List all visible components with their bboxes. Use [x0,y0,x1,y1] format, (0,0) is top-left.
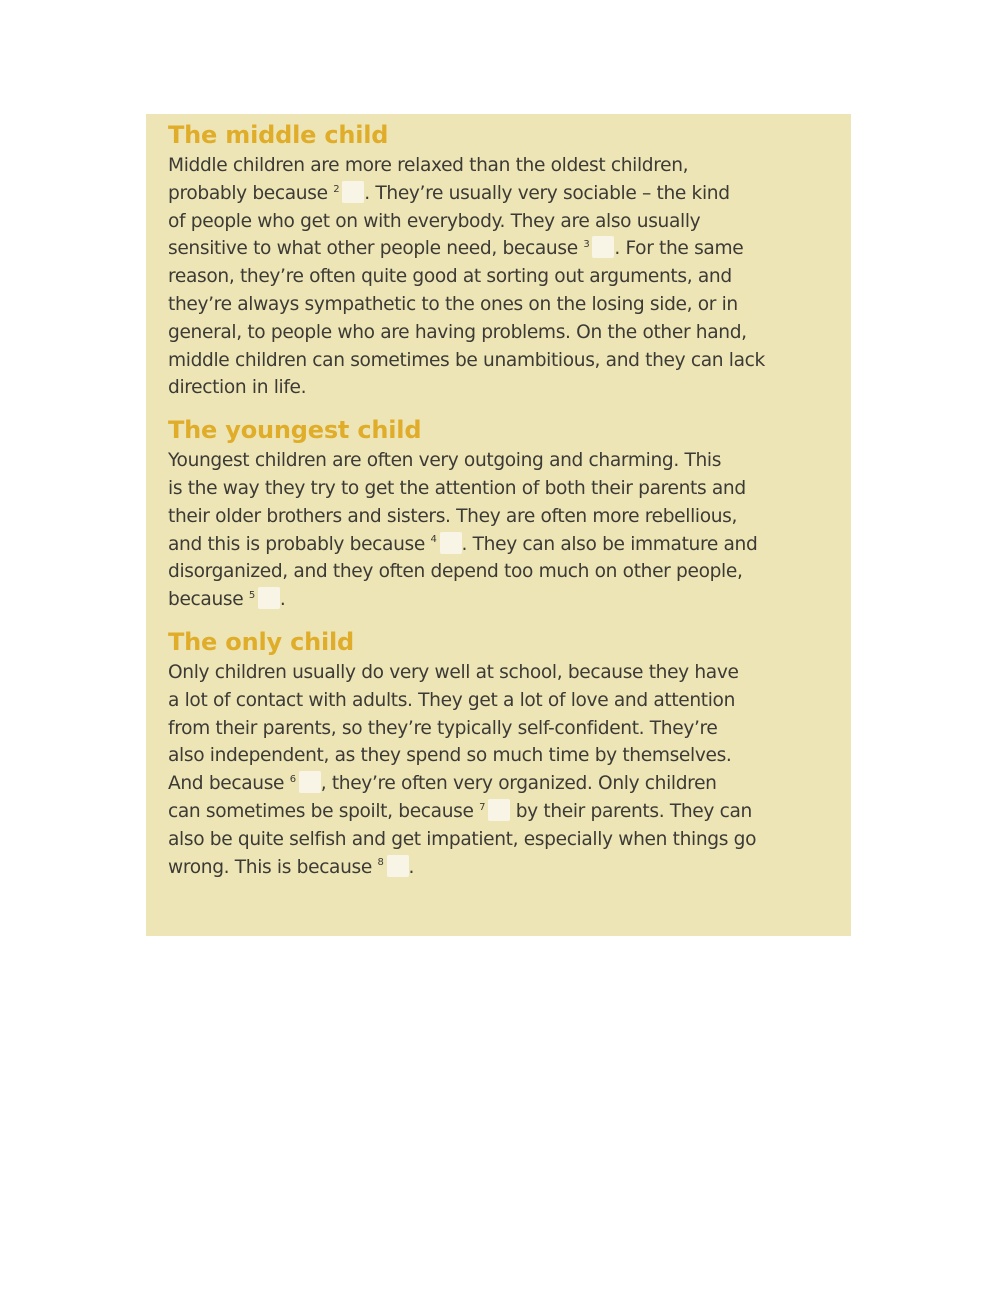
text-line [168,374,821,402]
text-run: can sometimes be spoilt, because [168,800,480,822]
gap-number: 4 [430,534,437,546]
text-run: . [408,856,415,878]
text-line [168,687,821,715]
section-heading: The only child [168,627,355,656]
text-line [168,586,821,614]
text-line [168,558,821,586]
answer-gap[interactable] [431,531,462,559]
text-run: middle children can sometimes be unambitious, and they can lack [168,349,765,371]
section-youngest-child [168,413,821,614]
text-line [168,291,821,319]
section-paragraph [168,152,821,402]
text-run: probably because [168,182,334,204]
answer-box[interactable] [387,855,409,877]
text-line [168,347,821,375]
text-run: a lot of contact with adults. They get a lot of love and attention [168,689,735,711]
gap-number: 5 [248,589,255,601]
text-line [168,235,821,263]
reading-text-panel [146,114,851,936]
answer-box[interactable] [440,532,462,554]
text-run: disorganized, and they often depend too much on other people, [168,561,743,583]
text-line [168,152,821,180]
text-line [168,208,821,236]
section-paragraph [168,447,821,614]
answer-gap[interactable] [378,854,409,882]
section-heading: The middle child [168,121,389,149]
text-run: because [168,589,249,611]
text-run: their older brothers and sisters. They are often more rebellious, [168,505,738,527]
text-run: by their parents. They can [510,800,752,822]
text-run: they’re always sympathetic to the ones on the losing side, or in [168,293,738,315]
text-run: wrong. This is because [168,856,378,878]
text-run: of people who get on with everybody. They are also usually [168,210,701,232]
gap-number: 8 [377,857,384,869]
text-run: . [279,589,286,611]
text-line [168,770,821,798]
text-run: Middle children are more relaxed than the oldest children, [168,155,689,176]
gap-number: 2 [333,183,340,195]
answer-gap[interactable] [583,235,614,263]
answer-box[interactable] [488,799,510,821]
section-only-child [168,625,821,881]
answer-gap[interactable] [333,180,364,208]
text-line [168,447,821,475]
gap-number: 7 [479,801,486,813]
answer-gap[interactable] [249,586,280,614]
text-line [168,715,821,743]
text-run: direction in life. [168,377,307,399]
text-run: also independent, as they spend so much time by themselves. [168,745,732,767]
text-run: Youngest children are often very outgoing and charming. This [168,450,722,472]
text-line [168,531,821,559]
text-line [168,180,821,208]
text-run: Only children usually do very well at school, because they have [168,661,739,683]
text-run: , they’re often very organized. Only children [320,773,717,795]
text-line [168,319,821,347]
text-run: . They can also be immature and [461,533,758,555]
answer-box[interactable] [258,587,280,609]
gap-number: 6 [289,773,296,785]
text-run: And because [168,773,290,795]
text-line [168,475,821,503]
text-run: general, to people who are having problems. On the other hand, [168,321,747,343]
answer-box[interactable] [592,236,614,258]
answer-box[interactable] [342,181,364,203]
text-run: reason, they’re often quite good at sorting out arguments, and [168,266,732,288]
answer-gap[interactable] [290,770,321,798]
text-line [168,798,821,826]
text-run: . For the same [614,238,744,260]
text-line [168,854,821,882]
text-line [168,263,821,291]
text-run: and this is probably because [168,533,431,555]
text-line [168,826,821,854]
text-run: sensitive to what other people need, because [168,238,584,260]
text-line [168,503,821,531]
section-paragraph [168,659,821,881]
text-line [168,742,821,770]
text-run: from their parents, so they’re typically self-confident. They’re [168,717,718,739]
answer-gap[interactable] [479,798,510,826]
text-run: also be quite selfish and get impatient, especially when things go [168,828,757,850]
text-run: . They’re usually very sociable – the kind [364,182,730,204]
section-middle-child [168,118,821,402]
gap-number: 3 [583,239,590,251]
section-heading: The youngest child [168,416,422,445]
text-line [168,659,821,687]
answer-box[interactable] [299,771,321,793]
text-run: is the way they try to get the attention of both their parents and [168,477,746,499]
